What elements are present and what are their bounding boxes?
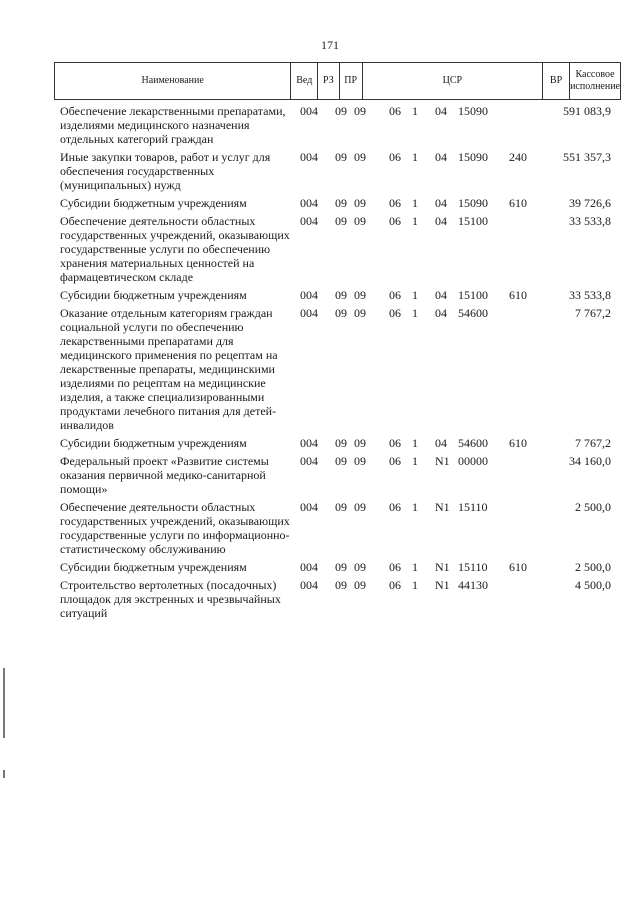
row-rz: 09 [335,500,347,514]
row-cash: 33 533,8 [569,214,611,228]
row-name: Обеспечение лекарственными препаратами, изделиями медицинского назначения отдельных категорий граждан [60,104,286,146]
row-csr-subprogram: 1 [412,500,418,514]
row-csr-event: 04 [435,196,447,210]
table-row [0,436,640,450]
row-csr-program: 06 [389,454,401,468]
row-csr-direction: 15110 [458,560,488,574]
row-cash: 39 726,6 [569,196,611,210]
row-csr-subprogram: 1 [412,214,418,228]
row-rz: 09 [335,196,347,210]
row-csr-event: N1 [435,578,450,592]
row-pr: 09 [354,306,366,320]
table-row [0,454,640,496]
row-csr-direction: 00000 [458,454,488,468]
row-ved: 004 [300,150,318,164]
row-csr-event: 04 [435,436,447,450]
scan-edge-mark [3,668,5,738]
row-name: Федеральный проект «Развитие системы оказания первичной медико-санитарной помощи» [60,454,269,496]
table-row [0,500,640,556]
row-vr: 610 [509,196,527,210]
row-csr-event: 04 [435,288,447,302]
row-csr-program: 06 [389,288,401,302]
row-csr-subprogram: 1 [412,196,418,210]
row-ved: 004 [300,500,318,514]
header-name: Наименование [55,63,291,99]
row-csr-direction: 15090 [458,196,488,210]
header-csr: ЦСР [363,63,543,99]
row-name: Строительство вертолетных (посадочных) площадок для экстренных и чрезвычайных ситуаций [60,578,281,620]
row-pr: 09 [354,196,366,210]
row-ved: 004 [300,196,318,210]
row-csr-program: 06 [389,214,401,228]
row-ved: 004 [300,454,318,468]
row-csr-program: 06 [389,196,401,210]
row-csr-direction: 15110 [458,500,488,514]
page-number: 171 [321,38,339,52]
row-name: Обеспечение деятельности областных государственных учреждений, оказывающих государственные услуги по информационно-статистическому обслуживанию [60,500,290,556]
table-row [0,214,640,284]
row-csr-program: 06 [389,436,401,450]
table-row [0,196,640,210]
row-csr-subprogram: 1 [412,150,418,164]
row-rz: 09 [335,150,347,164]
row-pr: 09 [354,214,366,228]
row-rz: 09 [335,306,347,320]
row-csr-event: N1 [435,560,450,574]
table-row [0,288,640,302]
table-body [0,104,640,624]
row-cash: 33 533,8 [569,288,611,302]
row-cash: 7 767,2 [575,306,611,320]
row-rz: 09 [335,578,347,592]
row-cash: 7 767,2 [575,436,611,450]
row-cash: 2 500,0 [575,500,611,514]
row-csr-subprogram: 1 [412,288,418,302]
row-name: Субсидии бюджетным учреждениям [60,196,247,210]
row-vr: 610 [509,560,527,574]
header-vr: ВР [543,63,570,99]
row-csr-subprogram: 1 [412,436,418,450]
row-csr-direction: 15090 [458,150,488,164]
row-name: Субсидии бюджетным учреждениям [60,560,247,574]
row-csr-direction: 44130 [458,578,488,592]
row-ved: 004 [300,104,318,118]
scan-edge-mark [3,770,5,778]
row-ved: 004 [300,560,318,574]
row-rz: 09 [335,288,347,302]
header-pr: ПР [340,63,363,99]
row-rz: 09 [335,454,347,468]
row-cash: 2 500,0 [575,560,611,574]
row-rz: 09 [335,436,347,450]
row-csr-event: 04 [435,150,447,164]
row-cash: 591 083,9 [563,104,611,118]
row-csr-event: 04 [435,306,447,320]
row-vr: 610 [509,288,527,302]
row-csr-subprogram: 1 [412,104,418,118]
row-csr-program: 06 [389,104,401,118]
row-cash: 34 160,0 [569,454,611,468]
row-name: Обеспечение деятельности областных государственных учреждений, оказывающих государственные услуги по обеспечению хранения материальных ценностей на фармацевтическом складе [60,214,290,284]
row-ved: 004 [300,214,318,228]
row-csr-program: 06 [389,150,401,164]
row-csr-program: 06 [389,306,401,320]
row-pr: 09 [354,436,366,450]
row-csr-program: 06 [389,560,401,574]
row-cash: 551 357,3 [563,150,611,164]
row-csr-subprogram: 1 [412,560,418,574]
row-name: Оказание отдельным категориям граждан социальной услуги по обеспечению лекарственными препаратами для медицинского применения по рецептам на лекарственные препараты, медицинскими изделиями по рецептам на медицинские изделия, а также специализированными продуктами лечебного питания для детей-инвалидов [60,306,278,432]
row-pr: 09 [354,150,366,164]
row-rz: 09 [335,560,347,574]
table-header [54,62,621,100]
table-row [0,150,640,192]
row-pr: 09 [354,288,366,302]
table-row [0,578,640,620]
table-row [0,560,640,574]
row-ved: 004 [300,578,318,592]
row-pr: 09 [354,454,366,468]
row-pr: 09 [354,578,366,592]
row-csr-subprogram: 1 [412,306,418,320]
header-ved: Вед [291,63,318,99]
row-csr-event: N1 [435,454,450,468]
row-pr: 09 [354,560,366,574]
row-csr-event: 04 [435,214,447,228]
row-rz: 09 [335,214,347,228]
row-vr: 240 [509,150,527,164]
row-csr-event: 04 [435,104,447,118]
row-csr-subprogram: 1 [412,454,418,468]
row-csr-direction: 15100 [458,214,488,228]
row-csr-event: N1 [435,500,450,514]
row-ved: 004 [300,436,318,450]
table-row [0,306,640,432]
row-csr-program: 06 [389,500,401,514]
row-pr: 09 [354,104,366,118]
row-pr: 09 [354,500,366,514]
row-name: Иные закупки товаров, работ и услуг для обеспечения государственных (муниципальных) нужд [60,150,271,192]
row-cash: 4 500,0 [575,578,611,592]
row-csr-direction: 54600 [458,306,488,320]
row-rz: 09 [335,104,347,118]
row-name: Субсидии бюджетным учреждениям [60,436,247,450]
row-ved: 004 [300,288,318,302]
header-cash: Кассовое исполнение [570,69,620,92]
row-csr-program: 06 [389,578,401,592]
row-csr-direction: 54600 [458,436,488,450]
row-vr: 610 [509,436,527,450]
header-rz: РЗ [318,63,339,99]
row-csr-subprogram: 1 [412,578,418,592]
row-csr-direction: 15090 [458,104,488,118]
table-row [0,104,640,146]
row-csr-direction: 15100 [458,288,488,302]
row-ved: 004 [300,306,318,320]
row-name: Субсидии бюджетным учреждениям [60,288,247,302]
